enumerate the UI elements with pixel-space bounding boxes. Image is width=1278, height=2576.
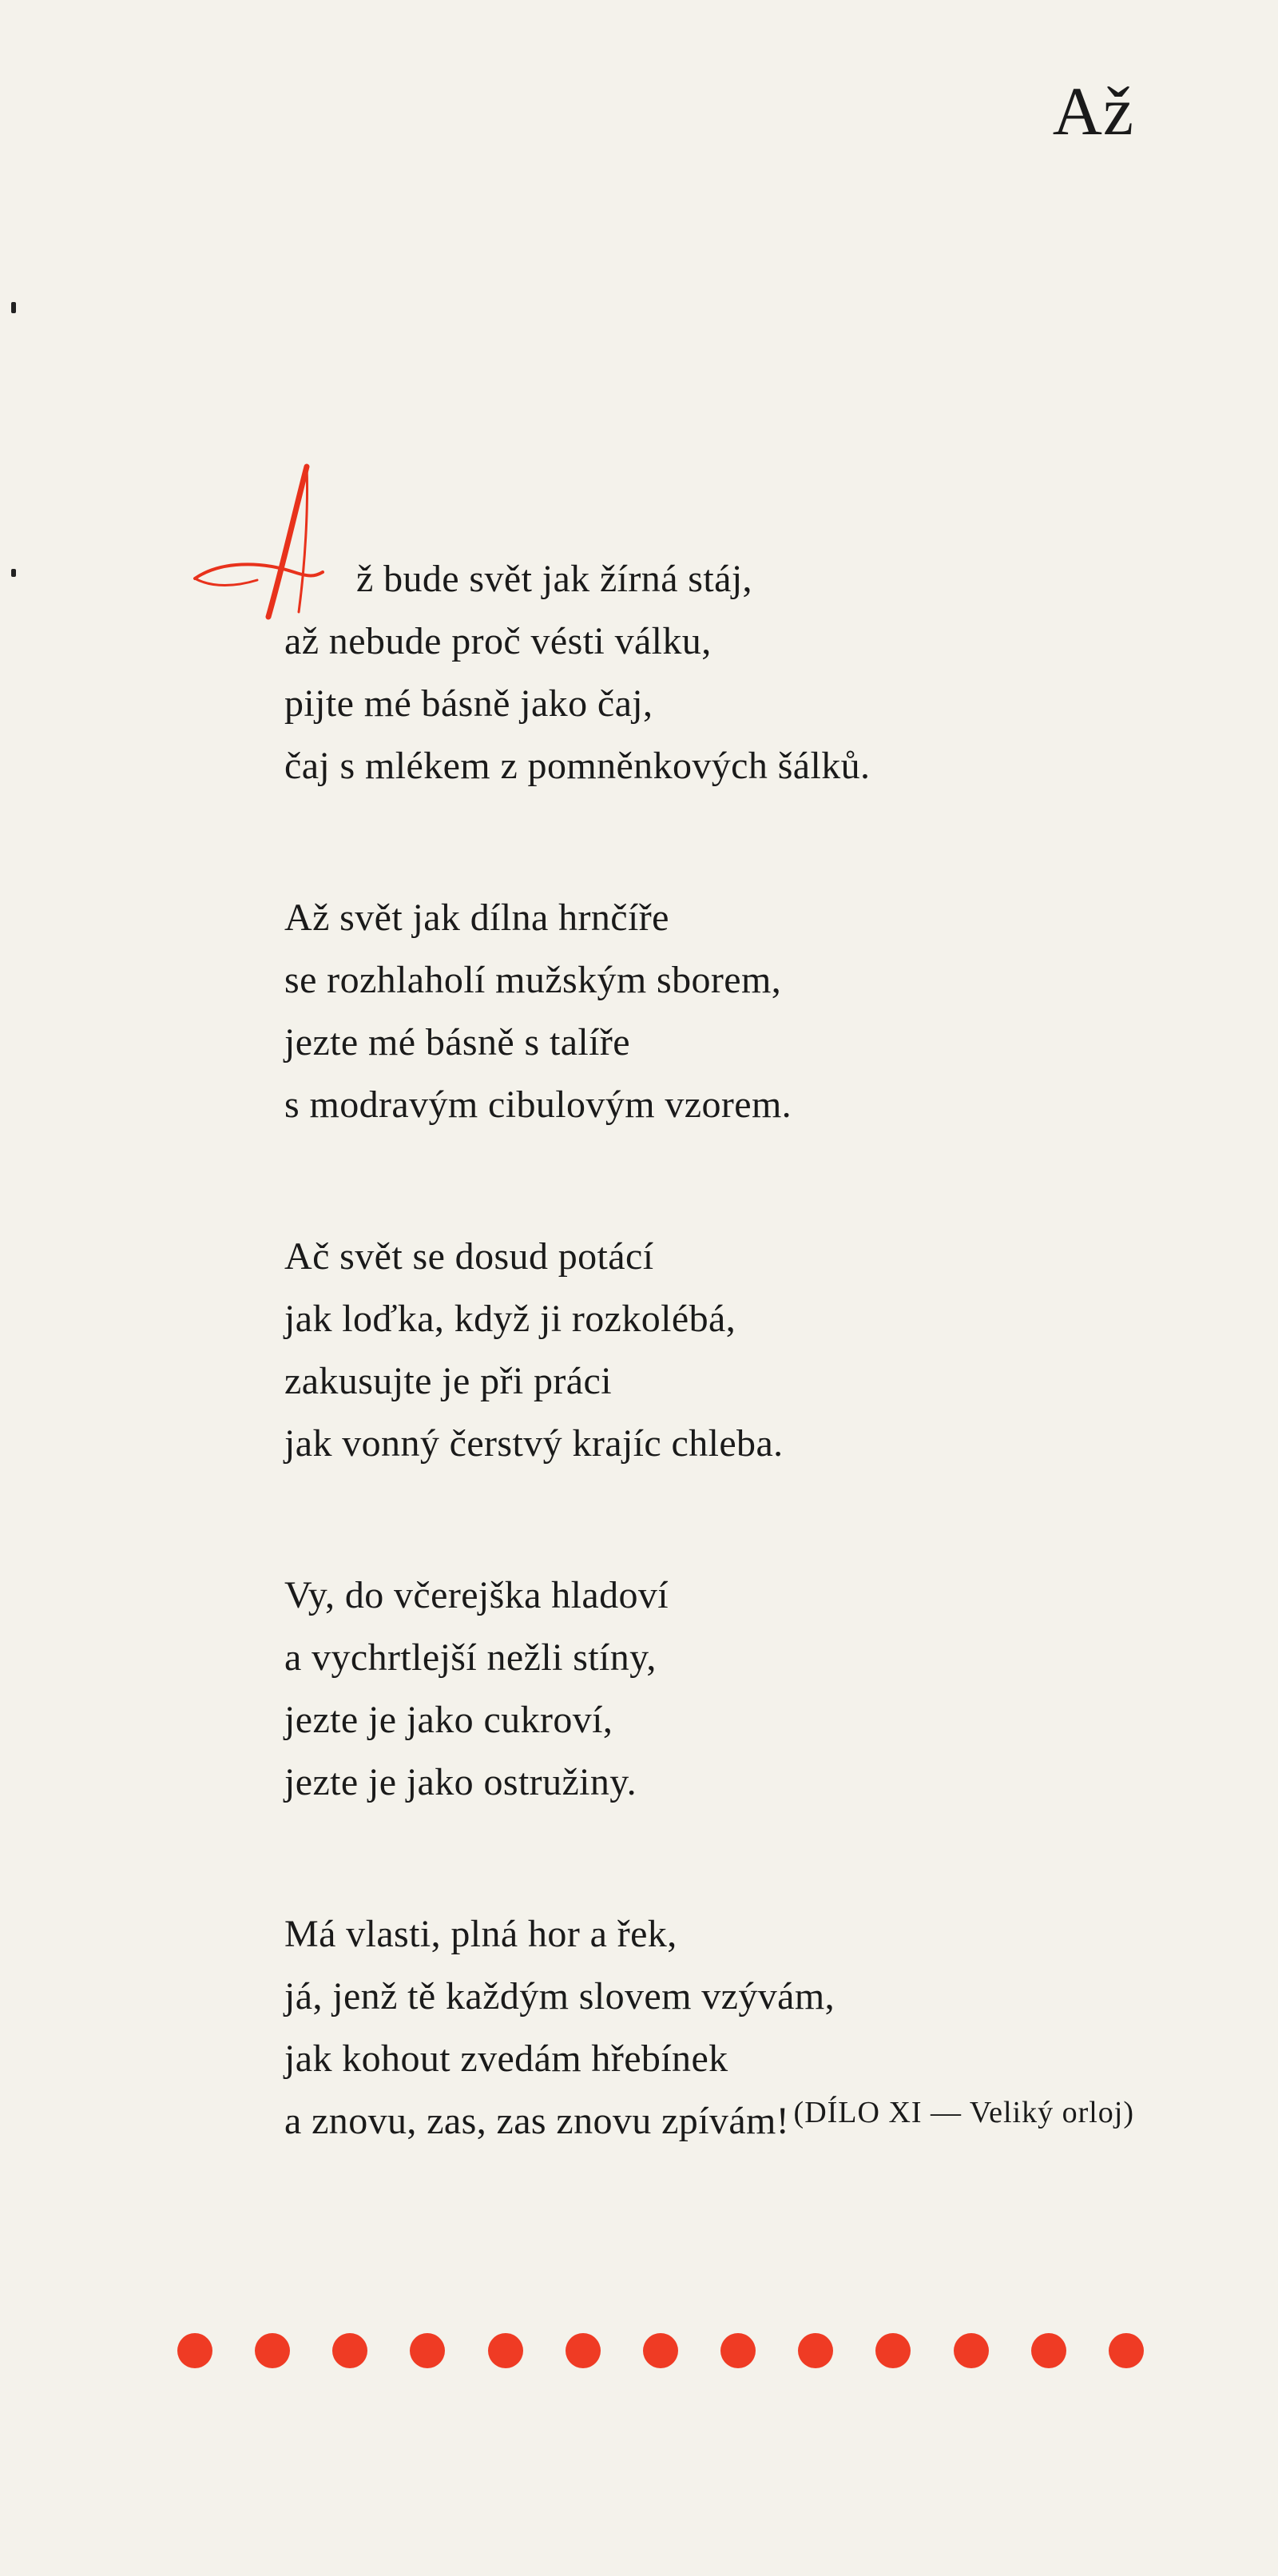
- poem-body: [284, 548, 1163, 2242]
- ornament-dot: [488, 2333, 523, 2368]
- stanza-4: [284, 1564, 1163, 1814]
- poem-line: až nebude proč vésti válku,: [284, 620, 712, 662]
- poem-line: a vychrtlejší nežli stíny,: [284, 1636, 657, 1679]
- poem-line: zakusujte je při práci: [284, 1360, 612, 1402]
- ornament-dot: [410, 2333, 445, 2368]
- ornament-dot: [720, 2333, 756, 2368]
- ornament-dot: [954, 2333, 989, 2368]
- ornament-dots: [177, 2332, 1144, 2370]
- ornament-dot: [1109, 2333, 1144, 2368]
- ornament-dot: [566, 2333, 601, 2368]
- poem-title: Až: [1052, 73, 1134, 149]
- poem-line: jezte mé básně s talíře: [284, 1021, 630, 1063]
- poem-line: jak kohout zvedám hřebínek: [284, 2037, 728, 2080]
- scan-mark: [11, 569, 16, 577]
- first-line-text: ž bude svět jak žírná stáj,: [356, 558, 752, 600]
- stanza-3: [284, 1226, 1163, 1475]
- ornament-dot: [332, 2333, 367, 2368]
- poem-line: Ač svět se dosud potácí: [284, 1235, 654, 1278]
- poem-line: se rozhlaholí mužským sborem,: [284, 959, 782, 1001]
- scan-mark: [11, 302, 16, 313]
- dropcap-a-icon: [189, 460, 324, 620]
- stanza-2: [284, 887, 1163, 1136]
- poem-line: jak vonný čerstvý krajíc chleba.: [284, 1422, 784, 1465]
- ornament-dot: [643, 2333, 678, 2368]
- ornament-dot: [875, 2333, 911, 2368]
- poem-line: jezte je jako ostružiny.: [284, 1761, 637, 1803]
- poem-line: Má vlasti, plná hor a řek,: [284, 1913, 677, 1955]
- source-citation: (DÍLO XI — Veliký orloj): [793, 2096, 1134, 2129]
- ornament-dot: [798, 2333, 833, 2368]
- poem-line: pijte mé básně jako čaj,: [284, 682, 653, 725]
- ornament-dot: [1031, 2333, 1066, 2368]
- poem-line: [284, 548, 1163, 610]
- poem-line: čaj s mlékem z pomněnkových šálků.: [284, 745, 871, 787]
- poem-line: s modravým cibulovým vzorem.: [284, 1083, 792, 1126]
- stanza-1: [284, 548, 1163, 797]
- poem-line: já, jenž tě každým slovem vzývám,: [284, 1975, 835, 2017]
- poem-line: Vy, do včerejška hladoví: [284, 1574, 669, 1616]
- poem-line: jak loďka, když ji rozkolébá,: [284, 1298, 736, 1340]
- poem-line: jezte je jako cukroví,: [284, 1699, 613, 1741]
- poem-line: Až svět jak dílna hrnčíře: [284, 896, 669, 939]
- ornament-dot: [177, 2333, 212, 2368]
- poem-line: a znovu, zas, zas znovu zpívám!: [284, 2100, 790, 2142]
- ornament-dot: [255, 2333, 290, 2368]
